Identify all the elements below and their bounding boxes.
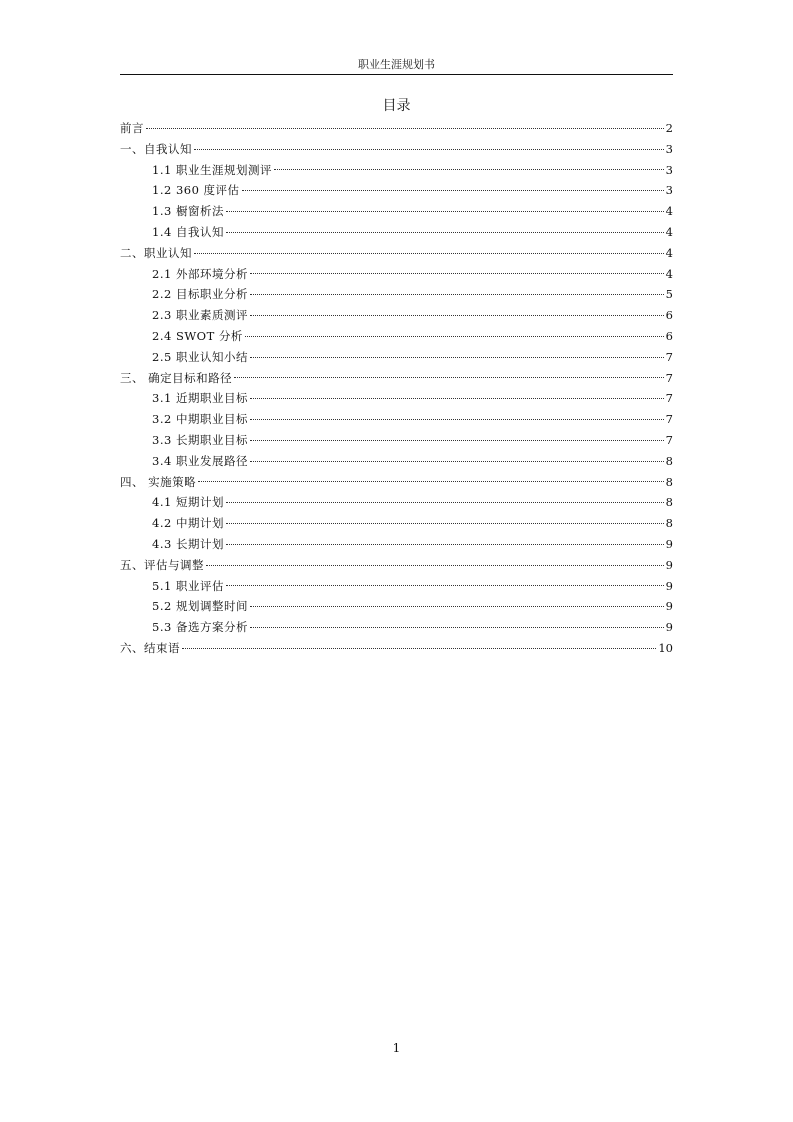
toc-entry[interactable]	[120, 576, 673, 597]
toc-entry-page: 6	[665, 328, 673, 343]
toc-leader-dots	[182, 648, 656, 649]
page-number: 1	[392, 1041, 401, 1055]
toc-entry[interactable]	[120, 617, 673, 638]
toc-entry[interactable]	[120, 326, 673, 347]
toc-entry-page: 9	[665, 620, 673, 635]
toc-entry-label: 三、 确定目标和路径	[120, 370, 233, 385]
toc-entry-page: 3	[665, 141, 673, 156]
toc-leader-dots	[226, 211, 664, 212]
toc-entry[interactable]	[120, 264, 673, 285]
toc-entry[interactable]	[120, 139, 673, 160]
toc-entry-page: 4	[665, 245, 673, 260]
toc-entry-label: 五、评估与调整	[120, 557, 204, 572]
header-rule	[120, 74, 673, 75]
toc-entry-page: 6	[665, 308, 673, 323]
toc-entry[interactable]	[120, 451, 673, 472]
toc-entry-label: 前言	[120, 121, 144, 135]
toc-leader-dots	[234, 377, 664, 378]
toc-entry[interactable]	[120, 201, 673, 222]
toc-entry-label: 2.2 目标职业分析	[152, 287, 248, 302]
toc-entry-page: 3	[665, 183, 673, 198]
toc-entry[interactable]	[120, 472, 673, 493]
toc-entry-label: 4.3 长期计划	[152, 536, 224, 551]
toc-entry-label: 二、职业认知	[120, 245, 192, 260]
toc-leader-dots	[226, 585, 664, 586]
toc-entry[interactable]	[120, 409, 673, 430]
toc-leader-dots	[146, 128, 664, 129]
toc-entry[interactable]	[120, 555, 673, 576]
toc-entry-page: 7	[665, 412, 673, 427]
toc-leader-dots	[226, 232, 664, 233]
toc-entry[interactable]	[120, 243, 673, 264]
toc-entry-page: 9	[665, 557, 673, 572]
toc-entry-label: 4.1 短期计划	[152, 495, 224, 510]
toc-leader-dots	[242, 190, 664, 191]
toc-leader-dots	[194, 149, 664, 150]
toc-leader-dots	[198, 481, 664, 482]
toc-entry-page: 9	[665, 599, 673, 614]
toc-entry-label: 5.3 备选方案分析	[152, 620, 248, 635]
toc-entry[interactable]	[120, 347, 673, 368]
toc-entry-label: 3.4 职业发展路径	[152, 453, 248, 468]
toc-entry-page: 2	[665, 121, 673, 135]
toc-entry-label: 3.3 长期职业目标	[152, 432, 248, 447]
toc-leader-dots	[250, 606, 664, 607]
toc-title: 目录	[382, 98, 411, 114]
toc-entry-label: 六、结束语	[120, 640, 180, 655]
toc-entry[interactable]	[120, 430, 673, 451]
toc-entry-page: 7	[665, 432, 673, 447]
toc-entry[interactable]	[120, 534, 673, 555]
toc-entry-label: 4.2 中期计划	[152, 516, 224, 531]
toc-entry-page: 4	[665, 224, 673, 239]
toc-entry-page: 7	[665, 391, 673, 406]
toc-leader-dots	[226, 544, 664, 545]
toc-leader-dots	[245, 336, 664, 337]
toc-entry-label: 2.3 职业素质测评	[152, 308, 248, 323]
toc-leader-dots	[206, 565, 664, 566]
toc-entry[interactable]	[120, 638, 673, 659]
toc-leader-dots	[250, 419, 664, 420]
toc-leader-dots	[194, 253, 664, 254]
toc-leader-dots	[250, 357, 664, 358]
toc-entry-label: 2.4 SWOT 分析	[152, 328, 243, 343]
toc-entry-label: 5.2 规划调整时间	[152, 599, 248, 614]
toc-entry-label: 1.1 职业生涯规划测评	[152, 162, 272, 177]
toc-entry-label: 2.5 职业认知小结	[152, 349, 248, 364]
toc-leader-dots	[250, 294, 664, 295]
toc-entry-label: 1.3 橱窗析法	[152, 204, 224, 219]
toc-entry-label: 3.1 近期职业目标	[152, 391, 248, 406]
toc-leader-dots	[250, 461, 664, 462]
toc-entry-label: 3.2 中期职业目标	[152, 412, 248, 427]
toc-entry-page: 8	[665, 495, 673, 510]
toc-leader-dots	[250, 273, 664, 274]
toc-leader-dots	[226, 502, 664, 503]
toc-entry-label: 四、 实施策略	[120, 474, 197, 489]
toc-entry-page: 7	[665, 370, 673, 385]
toc-entry[interactable]	[120, 284, 673, 305]
running-header: 职业生涯规划书	[358, 58, 435, 71]
toc-entry[interactable]	[120, 388, 673, 409]
toc-entry[interactable]	[120, 513, 673, 534]
toc-entry[interactable]	[120, 118, 673, 139]
toc-entry[interactable]	[120, 180, 673, 201]
toc-leader-dots	[274, 169, 664, 170]
toc-entry-label: 1.4 自我认知	[152, 224, 224, 239]
toc-entry-page: 9	[665, 578, 673, 593]
toc-entry[interactable]	[120, 368, 673, 389]
toc-leader-dots	[250, 315, 664, 316]
toc-leader-dots	[250, 627, 664, 628]
toc-entry[interactable]	[120, 492, 673, 513]
toc-entry-page: 3	[665, 162, 673, 177]
toc-entry-page: 4	[665, 266, 673, 281]
toc-leader-dots	[250, 398, 664, 399]
toc-leader-dots	[250, 440, 664, 441]
toc-entry[interactable]	[120, 596, 673, 617]
toc-entry-page: 5	[665, 287, 673, 302]
toc-entry[interactable]	[120, 222, 673, 243]
toc-entry-page: 8	[665, 516, 673, 531]
toc-entry-label: 2.1 外部环境分析	[152, 266, 248, 281]
toc-entry[interactable]	[120, 305, 673, 326]
toc-leader-dots	[226, 523, 664, 524]
toc-entry-page: 8	[665, 474, 673, 489]
toc-entry-label: 5.1 职业评估	[152, 578, 224, 593]
toc-entry-page: 9	[665, 536, 673, 551]
toc-entry[interactable]	[120, 160, 673, 181]
toc-entry-page: 7	[665, 349, 673, 364]
toc-entry-label: 一、自我认知	[120, 141, 192, 156]
toc-entry-page: 4	[665, 204, 673, 219]
toc-entry-page: 8	[665, 453, 673, 468]
toc-entry-page: 10	[658, 640, 673, 655]
toc-list	[120, 118, 673, 659]
toc-entry-label: 1.2 360 度评估	[152, 183, 240, 198]
